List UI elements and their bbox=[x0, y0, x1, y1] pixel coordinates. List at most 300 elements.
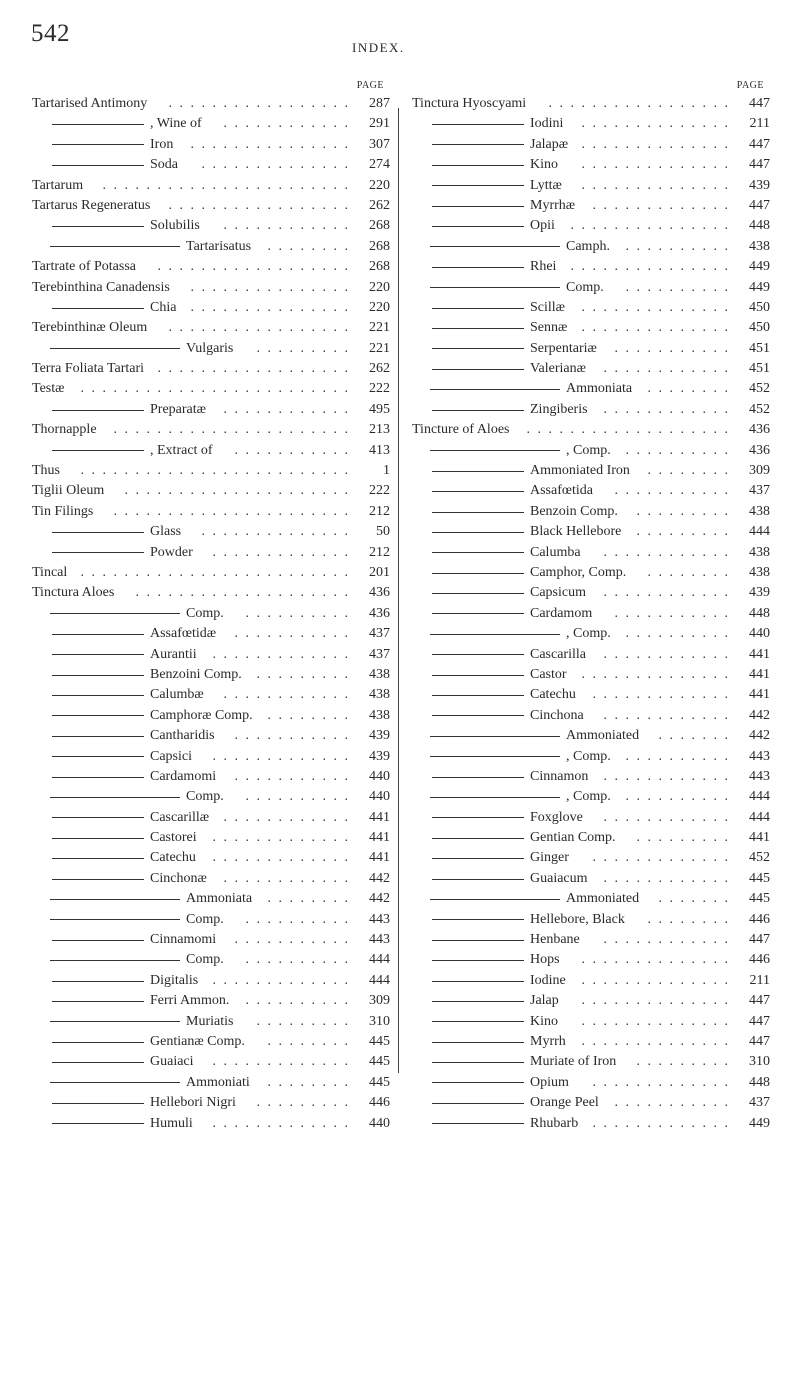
entry-page: 436 bbox=[749, 422, 770, 438]
entry-label: Comp. bbox=[566, 279, 604, 295]
ditto-dash bbox=[432, 817, 524, 818]
index-entry bbox=[412, 685, 770, 705]
index-entry bbox=[32, 441, 390, 461]
entry-page: 445 bbox=[749, 870, 770, 886]
entry-page: 439 bbox=[749, 177, 770, 193]
dot-leader: . . . . . . . . . . . . . . . bbox=[190, 136, 350, 152]
entry-label: Cascarillæ bbox=[150, 809, 210, 825]
entry-label: Camph. bbox=[566, 238, 610, 254]
ditto-dash bbox=[50, 246, 180, 247]
entry-label: Catechu bbox=[530, 687, 576, 703]
entry-page: 436 bbox=[369, 585, 390, 601]
index-entry bbox=[412, 237, 770, 257]
entry-label: Ammoniati bbox=[186, 1074, 250, 1090]
dot-leader: . . . . . . . . . . . . . . bbox=[201, 524, 350, 540]
entry-page: 220 bbox=[369, 279, 390, 295]
ditto-dash bbox=[50, 960, 180, 961]
index-entry bbox=[412, 216, 770, 236]
dot-leader: . . . . . . . . . . . . . . . . . . . . . . bbox=[113, 422, 350, 438]
entry-page: 447 bbox=[749, 96, 770, 111]
dot-leader: . . . . . . . . . . . . bbox=[603, 768, 730, 784]
index-entry bbox=[32, 155, 390, 175]
entry-label: Castor bbox=[530, 666, 567, 682]
dot-leader: . . . . . . . . . bbox=[256, 1095, 350, 1111]
entry-label: Soda bbox=[150, 157, 178, 173]
entry-page: 446 bbox=[749, 952, 770, 968]
entry-page: 310 bbox=[749, 1054, 770, 1070]
entry-label: Vulgaris bbox=[186, 340, 234, 356]
entry-label: Camphoræ Comp. bbox=[150, 707, 253, 723]
entry-label: Tiglii Oleum bbox=[32, 483, 105, 499]
index-entry bbox=[32, 563, 390, 583]
index-entry bbox=[32, 645, 390, 665]
index-entry bbox=[32, 1073, 390, 1093]
entry-label: Tartarum bbox=[32, 177, 84, 193]
page-number: 542 bbox=[31, 20, 70, 47]
dot-leader: . . . . . . . . bbox=[647, 911, 730, 927]
entry-label: Cinchonæ bbox=[150, 870, 207, 886]
dot-leader: . . . . . . . . . bbox=[256, 340, 350, 356]
entry-label: Humuli bbox=[150, 1115, 193, 1131]
ditto-dash bbox=[432, 715, 524, 716]
index-entry bbox=[32, 522, 390, 542]
ditto-dash bbox=[432, 1001, 524, 1002]
dot-leader: . . . . . . . . . . . . bbox=[223, 870, 350, 886]
entry-label: Calumbæ bbox=[150, 687, 204, 703]
entry-label: Kino bbox=[530, 1013, 558, 1029]
entry-label: Jalapæ bbox=[530, 136, 569, 152]
index-entry bbox=[412, 278, 770, 298]
entry-page: 309 bbox=[369, 993, 390, 1009]
entry-page: 437 bbox=[369, 626, 390, 642]
entry-page: 220 bbox=[369, 177, 390, 193]
dot-leader: . . . . . . . . . . . . . bbox=[212, 544, 350, 560]
entry-page: 450 bbox=[749, 320, 770, 336]
ditto-dash bbox=[50, 1082, 180, 1083]
index-entry bbox=[32, 257, 390, 277]
ditto-dash bbox=[50, 1021, 180, 1022]
entry-label: Calumba bbox=[530, 544, 581, 560]
ditto-dash bbox=[432, 267, 524, 268]
entry-page: 220 bbox=[369, 299, 390, 315]
index-entry bbox=[412, 543, 770, 563]
entry-label: Cascarilla bbox=[530, 646, 586, 662]
entry-label: Opii bbox=[530, 218, 555, 234]
dot-leader: . . . . . . . . . . . . bbox=[223, 218, 350, 234]
entry-label: Iron bbox=[150, 136, 174, 152]
index-entry bbox=[412, 481, 770, 501]
dot-leader: . . . . . . . . . . . . bbox=[603, 932, 730, 948]
entry-label: Scillæ bbox=[530, 299, 566, 315]
entry-label: Ammoniated bbox=[566, 728, 640, 744]
entry-label: Lyttæ bbox=[530, 177, 562, 193]
index-entry bbox=[412, 787, 770, 807]
entry-label: Digitalis bbox=[150, 972, 199, 988]
index-entry bbox=[32, 481, 390, 501]
entry-label: Camphor, Comp. bbox=[530, 564, 627, 580]
ditto-dash bbox=[52, 634, 144, 635]
dot-leader: . . . . . . . . . . . bbox=[234, 442, 350, 458]
index-entry bbox=[412, 441, 770, 461]
entry-page: 440 bbox=[369, 768, 390, 784]
entry-page: 438 bbox=[369, 687, 390, 703]
ditto-dash bbox=[432, 654, 524, 655]
dot-leader: . . . . . . . . bbox=[647, 564, 730, 580]
entry-label: Ammoniata bbox=[566, 381, 633, 397]
ditto-dash bbox=[432, 1103, 524, 1104]
entry-label: Capsicum bbox=[530, 585, 586, 601]
index-entry bbox=[412, 1073, 770, 1093]
entry-page: 222 bbox=[369, 381, 390, 397]
entry-page: 439 bbox=[369, 748, 390, 764]
ditto-dash bbox=[432, 981, 524, 982]
ditto-dash bbox=[52, 879, 144, 880]
index-entry bbox=[412, 257, 770, 277]
entry-label: Orange Peel bbox=[530, 1095, 599, 1111]
dot-leader: . . . . . . . . . . . . . . bbox=[581, 1013, 730, 1029]
dot-leader: . . . . . . . . . . . . . bbox=[592, 1074, 730, 1090]
entry-label: Terra Foliata Tartari bbox=[32, 361, 145, 377]
dot-leader: . . . . . . . . . . bbox=[625, 789, 730, 805]
index-entry bbox=[32, 135, 390, 155]
ditto-dash bbox=[432, 471, 524, 472]
ditto-dash bbox=[432, 879, 524, 880]
dot-leader: . . . . . . . . bbox=[647, 463, 730, 479]
ditto-dash bbox=[432, 1082, 524, 1083]
entry-label: Capsici bbox=[150, 748, 192, 764]
entry-page: 437 bbox=[369, 646, 390, 662]
index-entry bbox=[32, 991, 390, 1011]
index-entry bbox=[32, 216, 390, 236]
dot-leader: . . . . . . . . . . . . bbox=[603, 707, 730, 723]
index-entry bbox=[412, 808, 770, 828]
index-entry bbox=[32, 787, 390, 807]
ditto-dash bbox=[52, 777, 144, 778]
entry-page: 452 bbox=[749, 381, 770, 397]
ditto-dash bbox=[52, 144, 144, 145]
index-entry bbox=[412, 971, 770, 991]
entry-page: 448 bbox=[749, 1074, 770, 1090]
dot-leader: . . . . . . . . . . . . . bbox=[212, 830, 350, 846]
entry-page: 221 bbox=[369, 320, 390, 336]
dot-leader: . . . . . . . . bbox=[267, 238, 350, 254]
entry-label: Comp. bbox=[186, 605, 224, 621]
entry-label: Comp. bbox=[186, 911, 224, 927]
dot-leader: . . . . . . . . . . . . bbox=[603, 585, 730, 601]
entry-page: 443 bbox=[369, 911, 390, 927]
ditto-dash bbox=[52, 940, 144, 941]
index-entry bbox=[412, 869, 770, 889]
dot-leader: . . . . . . . . . . . . . . bbox=[581, 177, 730, 193]
entry-page: 447 bbox=[749, 136, 770, 152]
dot-leader: . . . . . . . . . . . . . . . . . . . . . . . . . bbox=[80, 564, 350, 580]
ditto-dash bbox=[50, 919, 180, 920]
index-entry bbox=[412, 1012, 770, 1032]
dot-leader: . . . . . . . . . . . . . . bbox=[581, 299, 730, 315]
entry-page: 1 bbox=[383, 463, 390, 479]
entry-label: Terebinthina Canadensis bbox=[32, 279, 170, 295]
ditto-dash bbox=[52, 308, 144, 309]
entry-label: Gentianæ Comp. bbox=[150, 1033, 245, 1049]
entry-page: 441 bbox=[369, 809, 390, 825]
ditto-dash bbox=[432, 1042, 524, 1043]
index-entry bbox=[32, 685, 390, 705]
dot-leader: . . . . . . . . . bbox=[636, 524, 730, 540]
entry-page: 268 bbox=[369, 218, 390, 234]
entry-label: Aurantii bbox=[150, 646, 197, 662]
entry-page: 439 bbox=[369, 728, 390, 744]
dot-leader: . . . . . . . . bbox=[267, 1033, 350, 1049]
entry-page: 440 bbox=[749, 626, 770, 642]
index-column-right bbox=[412, 80, 770, 1134]
index-entry bbox=[32, 502, 390, 522]
ditto-dash bbox=[432, 512, 524, 513]
entry-page: 447 bbox=[749, 1033, 770, 1049]
dot-leader: . . . . . . . . . . . . . bbox=[212, 1054, 350, 1070]
ditto-dash bbox=[432, 552, 524, 553]
entry-label: Myrrh bbox=[530, 1033, 566, 1049]
ditto-dash bbox=[432, 573, 524, 574]
dot-leader: . . . . . . . . . . . . . . . bbox=[570, 218, 730, 234]
dot-leader: . . . . . . . . . bbox=[636, 1054, 730, 1070]
entry-label: Jalap bbox=[530, 993, 559, 1009]
ditto-dash bbox=[430, 756, 560, 757]
dot-leader: . . . . . . . . . . . . bbox=[223, 687, 350, 703]
ditto-dash bbox=[50, 348, 180, 349]
dot-leader: . . . . . . . bbox=[658, 728, 730, 744]
dot-leader: . . . . . . . . . . . . bbox=[603, 646, 730, 662]
ditto-dash bbox=[52, 124, 144, 125]
index-entry bbox=[32, 950, 390, 970]
entry-label: Henbane bbox=[530, 932, 580, 948]
dot-leader: . . . . . . . . . . bbox=[625, 626, 730, 642]
index-entry bbox=[32, 583, 390, 603]
entry-label: Valerianæ bbox=[530, 361, 586, 377]
entry-label: Foxglove bbox=[530, 809, 583, 825]
entry-page: 438 bbox=[749, 238, 770, 254]
ditto-dash bbox=[432, 675, 524, 676]
entry-label: Ammoniated Iron bbox=[530, 463, 630, 479]
dot-leader: . . . . . . . . . . . bbox=[234, 626, 350, 642]
entry-page: 436 bbox=[749, 442, 770, 458]
entry-page: 444 bbox=[369, 972, 390, 988]
entry-page: 291 bbox=[369, 116, 390, 132]
entry-page: 439 bbox=[749, 585, 770, 601]
dot-leader: . . . . . . . . . . . . . . bbox=[581, 116, 730, 132]
dot-leader: . . . . . . . . . . . . . . bbox=[581, 1033, 730, 1049]
index-entry bbox=[32, 114, 390, 134]
entry-page: 449 bbox=[749, 1115, 770, 1131]
dot-leader: . . . . . . . . . . . . . . . bbox=[570, 259, 730, 275]
dot-leader: . . . . . . . . . . . . . . . . . . bbox=[157, 361, 350, 377]
page-column-header: PAGE bbox=[736, 80, 764, 91]
entry-page: 442 bbox=[749, 707, 770, 723]
dot-leader: . . . . . . . . . . . . . . . . . . . . . . . bbox=[102, 177, 350, 193]
entry-label: , Extract of bbox=[150, 442, 213, 458]
dot-leader: . . . . . . . . . . bbox=[245, 952, 350, 968]
index-entry bbox=[32, 665, 390, 685]
entry-page: 448 bbox=[749, 605, 770, 621]
entry-page: 441 bbox=[749, 666, 770, 682]
dot-leader: . . . . . . . . . . . . . . bbox=[581, 993, 730, 1009]
entry-page: 442 bbox=[749, 728, 770, 744]
index-entry bbox=[412, 604, 770, 624]
ditto-dash bbox=[432, 206, 524, 207]
dot-leader: . . . . . . . . . . . . . . bbox=[581, 320, 730, 336]
index-entry bbox=[32, 604, 390, 624]
index-entry bbox=[32, 359, 390, 379]
entry-label: Rhubarb bbox=[530, 1115, 579, 1131]
ditto-dash bbox=[432, 858, 524, 859]
index-entry bbox=[412, 196, 770, 216]
index-entry bbox=[32, 278, 390, 298]
entry-page: 287 bbox=[369, 96, 390, 111]
ditto-dash bbox=[432, 491, 524, 492]
entry-label: Ammoniated bbox=[566, 891, 640, 907]
index-entry bbox=[32, 1052, 390, 1072]
ditto-dash bbox=[52, 1001, 144, 1002]
dot-leader: . . . . . . . . . . . . . . . . . bbox=[168, 320, 350, 336]
entry-page: 262 bbox=[369, 197, 390, 213]
index-entry bbox=[32, 808, 390, 828]
ditto-dash bbox=[432, 410, 524, 411]
entry-label: Cinnamomi bbox=[150, 932, 217, 948]
index-entry bbox=[412, 563, 770, 583]
index-entry bbox=[32, 1093, 390, 1113]
dot-leader: . . . . . . . bbox=[658, 891, 730, 907]
ditto-dash bbox=[52, 1062, 144, 1063]
entry-page: 443 bbox=[749, 768, 770, 784]
dot-leader: . . . . . . . . . . . . . . . . . . . . . bbox=[124, 483, 350, 499]
entry-page: 444 bbox=[749, 809, 770, 825]
index-entry bbox=[412, 339, 770, 359]
dot-leader: . . . . . . . . . . . . . . . . . bbox=[548, 96, 730, 111]
entry-label: Serpentariæ bbox=[530, 340, 597, 356]
index-entry bbox=[412, 1114, 770, 1134]
dot-leader: . . . . . . . . . . . . . bbox=[212, 1115, 350, 1131]
running-head: INDEX. bbox=[352, 40, 405, 55]
index-entry bbox=[32, 420, 390, 440]
entry-page: 212 bbox=[369, 503, 390, 519]
entry-label: , Comp. bbox=[566, 748, 611, 764]
dot-leader: . . . . . . . . . bbox=[256, 1013, 350, 1029]
index-entry bbox=[32, 828, 390, 848]
entry-label: Tincture of Aloes bbox=[412, 422, 510, 438]
dot-leader: . . . . . . . . . . . bbox=[614, 483, 730, 499]
dot-leader: . . . . . . . . . . . . bbox=[603, 809, 730, 825]
dot-leader: . . . . . . . . . . . . . . . bbox=[190, 279, 350, 295]
entry-label: Assafœtidæ bbox=[150, 626, 217, 642]
entry-page: 211 bbox=[749, 972, 770, 988]
ditto-dash bbox=[50, 797, 180, 798]
dot-leader: . . . . . . . . bbox=[267, 707, 350, 723]
entry-page: 274 bbox=[369, 157, 390, 173]
index-entry bbox=[412, 94, 770, 114]
entry-page: 444 bbox=[749, 789, 770, 805]
entry-label: Gentian Comp. bbox=[530, 830, 616, 846]
dot-leader: . . . . . . . . . . . . . . . . . . bbox=[157, 259, 350, 275]
ditto-dash bbox=[52, 450, 144, 451]
dot-leader: . . . . . . . . . . . . bbox=[603, 544, 730, 560]
entry-label: , Wine of bbox=[150, 116, 202, 132]
entry-page: 221 bbox=[369, 340, 390, 356]
entry-page: 445 bbox=[369, 1054, 390, 1070]
ditto-dash bbox=[50, 899, 180, 900]
dot-leader: . . . . . . . . . . . . . . bbox=[581, 972, 730, 988]
entry-label: Hellebori Nigri bbox=[150, 1095, 236, 1111]
index-entry bbox=[412, 706, 770, 726]
ditto-dash bbox=[432, 328, 524, 329]
entry-page: 438 bbox=[369, 707, 390, 723]
ditto-dash bbox=[430, 634, 560, 635]
entry-label: Ferri Ammon. bbox=[150, 993, 230, 1009]
entry-label: Comp. bbox=[186, 789, 224, 805]
index-entry bbox=[32, 176, 390, 196]
dot-leader: . . . . . . . . . . bbox=[245, 993, 350, 1009]
index-entry bbox=[32, 1114, 390, 1134]
entry-page: 441 bbox=[369, 830, 390, 846]
entry-page: 201 bbox=[369, 564, 390, 580]
entry-label: Catechu bbox=[150, 850, 196, 866]
ditto-dash bbox=[432, 1062, 524, 1063]
ditto-dash bbox=[52, 1123, 144, 1124]
entry-label: Chia bbox=[150, 299, 177, 315]
ditto-dash bbox=[432, 1021, 524, 1022]
ditto-dash bbox=[52, 736, 144, 737]
ditto-dash bbox=[52, 226, 144, 227]
entry-page: 452 bbox=[749, 850, 770, 866]
index-entry bbox=[32, 237, 390, 257]
dot-leader: . . . . . . . . . . bbox=[245, 911, 350, 927]
entry-label: Terebinthinæ Oleum bbox=[32, 320, 148, 336]
dot-leader: . . . . . . . . bbox=[647, 381, 730, 397]
entry-page: 452 bbox=[749, 401, 770, 417]
index-entry bbox=[412, 828, 770, 848]
index-entry bbox=[412, 114, 770, 134]
entry-label: Hops bbox=[530, 952, 560, 968]
entry-page: 451 bbox=[749, 361, 770, 377]
entry-page: 262 bbox=[369, 361, 390, 377]
entry-label: Powder bbox=[150, 544, 193, 560]
ditto-dash bbox=[430, 899, 560, 900]
index-entry bbox=[412, 645, 770, 665]
entry-label: Iodini bbox=[530, 116, 564, 132]
dot-leader: . . . . . . . . . . . . . bbox=[592, 1115, 730, 1131]
ditto-dash bbox=[432, 940, 524, 941]
index-entry bbox=[412, 135, 770, 155]
index-entry bbox=[32, 461, 390, 481]
entry-page: 445 bbox=[369, 1074, 390, 1090]
entry-label: Benzoini Comp. bbox=[150, 666, 242, 682]
index-entry bbox=[412, 930, 770, 950]
entry-label: Cardamom bbox=[530, 605, 593, 621]
index-entry bbox=[412, 747, 770, 767]
entry-page: 447 bbox=[749, 1013, 770, 1029]
dot-leader: . . . . . . . . . . . . bbox=[223, 809, 350, 825]
entry-label: Guaiaci bbox=[150, 1054, 194, 1070]
entry-label: Tartarus Regeneratus bbox=[32, 197, 151, 213]
ditto-dash bbox=[52, 838, 144, 839]
entry-list bbox=[32, 94, 390, 1134]
index-entry bbox=[412, 726, 770, 746]
dot-leader: . . . . . . . . . . bbox=[625, 238, 730, 254]
entry-label: Rhei bbox=[530, 259, 557, 275]
dot-leader: . . . . . . . . . . . . . . bbox=[581, 666, 730, 682]
dot-leader: . . . . . . . . . . . . . . . . . bbox=[168, 96, 350, 111]
entry-label: Hellebore, Black bbox=[530, 911, 625, 927]
index-entry bbox=[32, 1012, 390, 1032]
index-entry bbox=[32, 767, 390, 787]
